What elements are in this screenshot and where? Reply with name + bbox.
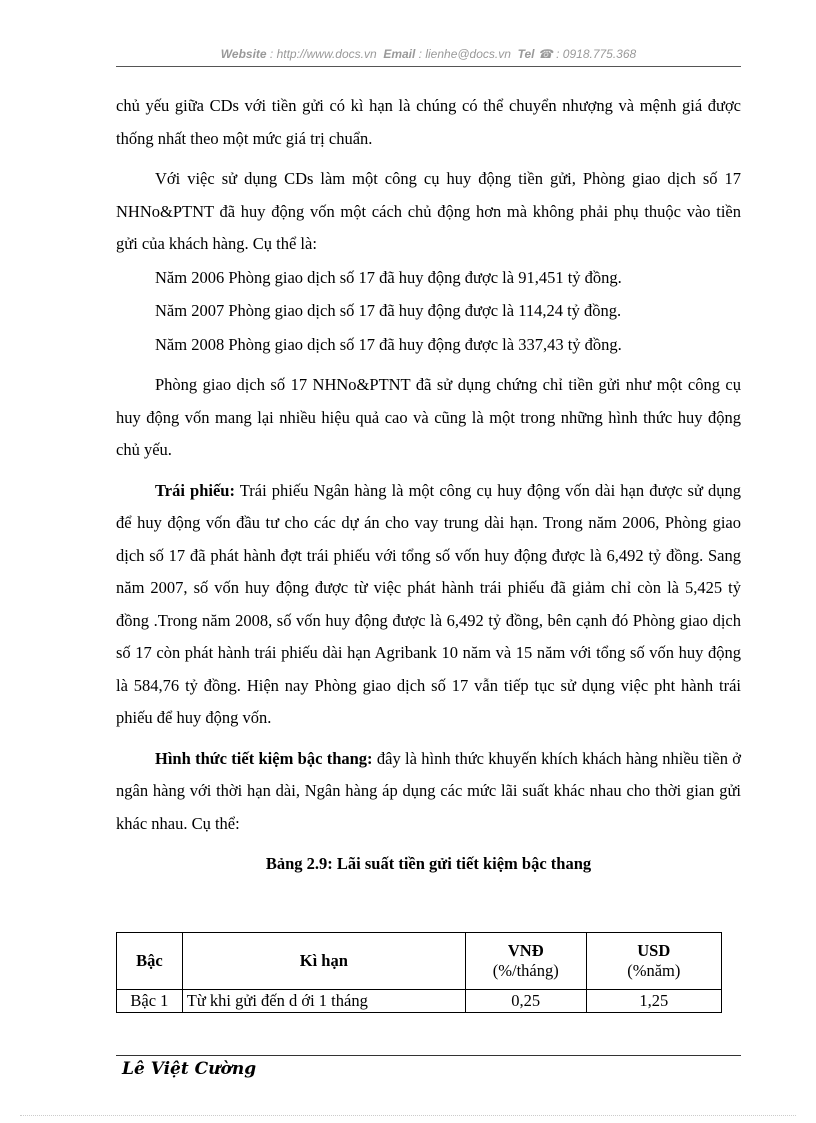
header-usd-unit: (%năm) (627, 961, 681, 980)
cell-usd: 1,25 (586, 990, 721, 1013)
tel-value: : 0918.775.368 (556, 47, 637, 61)
page-header (116, 47, 741, 61)
header-vnd-unit: (%/tháng) (492, 961, 559, 980)
tiered-savings-heading: Hình thức tiết kiệm bậc thang: (155, 748, 373, 768)
bonds-heading: Trái phiếu: (155, 480, 235, 500)
interest-rate-table (116, 932, 722, 1013)
table-header-row (117, 933, 722, 990)
paragraph-bonds (116, 475, 741, 735)
header-usd-label: USD (637, 941, 671, 960)
email-value: : lienhe@docs.vn (418, 47, 511, 61)
header-term: Kì hạn (182, 933, 465, 990)
header-tier: Bậc (117, 933, 183, 990)
paragraph-3: Năm 2006 Phòng giao dịch số 17 đã huy động được là 91,451 tỷ đồng. (155, 267, 622, 287)
page-bottom-border (20, 1115, 796, 1116)
email-label: Email (383, 47, 416, 61)
header-vnd (465, 933, 586, 990)
tel-label: Tel (517, 47, 535, 61)
bonds-text: Trái phiếu Ngân hàng là một công cụ huy động vốn dài hạn được sử dụng để huy động vốn đầu tư cho các dự án cho vay trung dài hạn. Trong năm 2006, Phòng giao dịch số 17 đã phát hành đợt trái phiếu với tổng số vốn huy động được là 6,492 tỷ đồng. Sang năm 2007, số vốn huy động được từ việc phát hành trái phiếu đã giảm chỉ còn là 5,425 tỷ đồng .Trong năm 2008, số vốn huy động được là 6,492 tỷ đồng, bên cạnh đó Phòng giao dịch số 17 còn phát hành trái phiếu dài hạn Agribank 10 năm và 15 năm với tổng số vốn huy động là 584,76 tỷ đồng. Hiện nay Phòng giao dịch số 17 vẫn tiếp tục sử dụng việc pht hành trái phiếu để huy động vốn. (116, 480, 742, 727)
document-body (116, 90, 741, 881)
footer-author: Lê Việt Cường (122, 1059, 257, 1079)
header-vnd-label: VNĐ (507, 941, 544, 960)
phone-icon: ☎ (537, 47, 553, 61)
paragraph-2: Với việc sử dụng CDs làm một công cụ huy động tiền gửi, Phòng giao dịch số 17 NHNo&PTNT đã huy động vốn một cách chủ động hơn mà không phải phụ thuộc vào tiền gửi của khách hàng. Cụ thể là: (116, 169, 741, 253)
paragraph-5: Năm 2008 Phòng giao dịch số 17 đã huy động được là 337,43 tỷ đồng. (155, 334, 622, 354)
table-row (117, 990, 722, 1013)
website-value: : http://www.docs.vn (269, 47, 377, 61)
cell-tier: Bậc 1 (117, 990, 183, 1013)
paragraph-6: Phòng giao dịch số 17 NHNo&PTNT đã sử dụng chứng chỉ tiền gửi như một công cụ huy động vốn mang lại nhiều hiệu quả cao và cũng là một trong những hình thức huy động chủ yếu. (116, 375, 741, 459)
header-divider (116, 66, 741, 67)
paragraph-4: Năm 2007 Phòng giao dịch số 17 đã huy động được là 114,24 tỷ đồng. (155, 301, 622, 320)
website-label: Website (220, 47, 267, 61)
cell-term: Từ khi gửi đến d ới 1 tháng (182, 990, 465, 1013)
table-caption: Bảng 2.9: Lãi suất tiền gửi tiết kiệm bậc thang (265, 854, 592, 873)
paragraph-1: chủ yếu giữa CDs với tiền gửi có kì hạn là chúng có thể chuyển nhượng và mệnh giá được thống nhất theo một mức giá trị chuẩn. (116, 96, 741, 148)
cell-vnd: 0,25 (465, 990, 586, 1013)
paragraph-tiered-savings (116, 743, 741, 841)
tiered-savings-text: đây là hình thức khuyến khích khách hàng nhiều tiền ở ngân hàng với thời hạn dài, Ngân hàng áp dụng các mức lãi suất khác nhau cho thời gian gửi khác nhau. Cụ thể: (116, 748, 741, 833)
header-usd (586, 933, 721, 990)
footer-divider (116, 1055, 741, 1056)
